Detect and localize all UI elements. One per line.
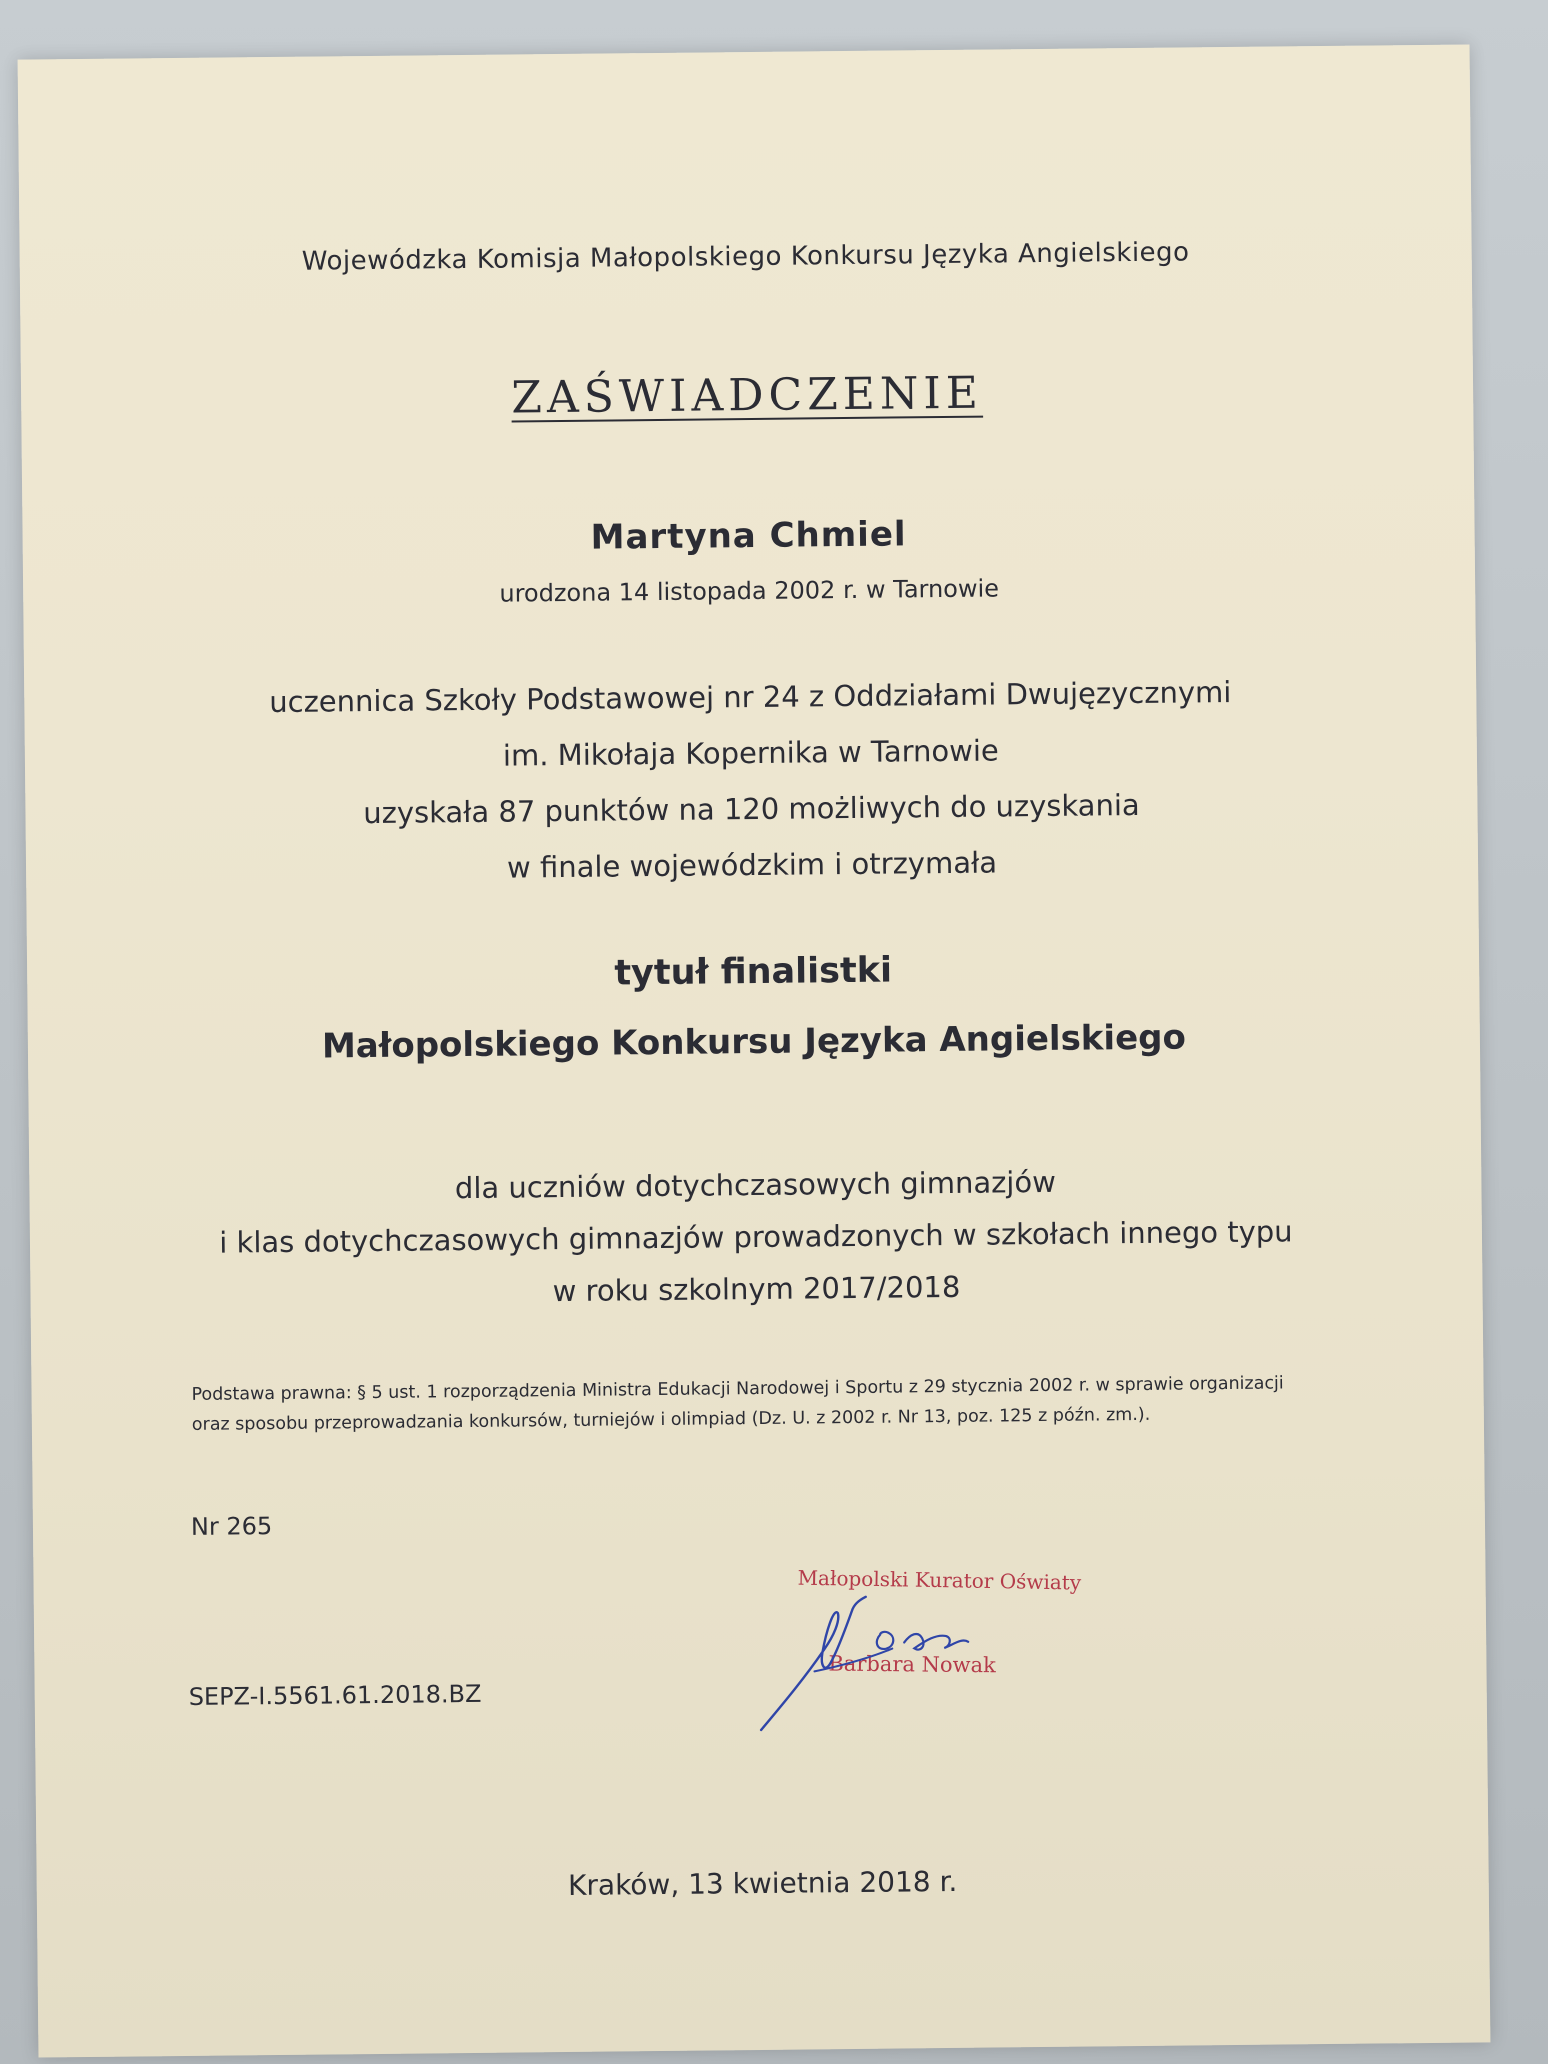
handwritten-signature bbox=[754, 1589, 1015, 1732]
legal-basis-line: Podstawa prawna: § 5 ust. 1 rozporządzenia Ministra Edukacji Narodowej i Sportu z 29 stycznia 2002 r. w sprawie organizacji bbox=[191, 1373, 1284, 1405]
document-title: ZAŚWIADCZENIE bbox=[511, 367, 984, 424]
legal-basis-line: oraz sposobu przeprowadzania konkursów, turniejów i olimpiad (Dz. U. z 2002 r. Nr 13, poz. 125 z późn. zm.). bbox=[191, 1404, 1151, 1435]
certificate-number: Nr 265 bbox=[190, 1512, 273, 1541]
legal-basis bbox=[191, 1368, 1372, 1440]
score-line: uzyskała 87 punktów na 120 możliwych do uzyskania bbox=[363, 787, 1140, 831]
issuing-commission: Wojewódzka Komisja Małopolskiego Konkursu Języka Angielskiego bbox=[301, 237, 1190, 277]
recipient-name: Martyna Chmiel bbox=[590, 514, 907, 558]
school-patron-line: im. Mikołaja Kopernika w Tarnowie bbox=[502, 733, 999, 773]
final-stage-line: w finale wojewódzkim i otrzymała bbox=[506, 845, 998, 885]
stamp-office: Małopolski Kurator Oświaty bbox=[797, 1565, 1082, 1595]
place-and-date: Kraków, 13 kwietnia 2018 r. bbox=[567, 1864, 958, 1902]
category-line: dla uczniów dotychczasowych gimnazjów bbox=[454, 1164, 1057, 1206]
contest-name: Małopolskiego Konkursu Języka Angielskiego bbox=[321, 1017, 1187, 1067]
stamp-signatory: Barbara Nowak bbox=[828, 1651, 996, 1678]
category-line: i klas dotychczasowych gimnazjów prowadzonych w szkołach innego typu bbox=[219, 1214, 1293, 1260]
school-line: uczennica Szkoły Podstawowej nr 24 z Oddziałami Dwujęzycznymi bbox=[269, 674, 1232, 720]
award-title: tytuł finalistki bbox=[614, 950, 893, 994]
school-year-line: w roku szkolnym 2017/2018 bbox=[552, 1269, 961, 1309]
certificate-sheet bbox=[18, 44, 1491, 2057]
reference-code: SEPZ-I.5561.61.2018.BZ bbox=[188, 1679, 482, 1711]
birth-info: urodzona 14 listopada 2002 r. w Tarnowie bbox=[499, 574, 1000, 608]
